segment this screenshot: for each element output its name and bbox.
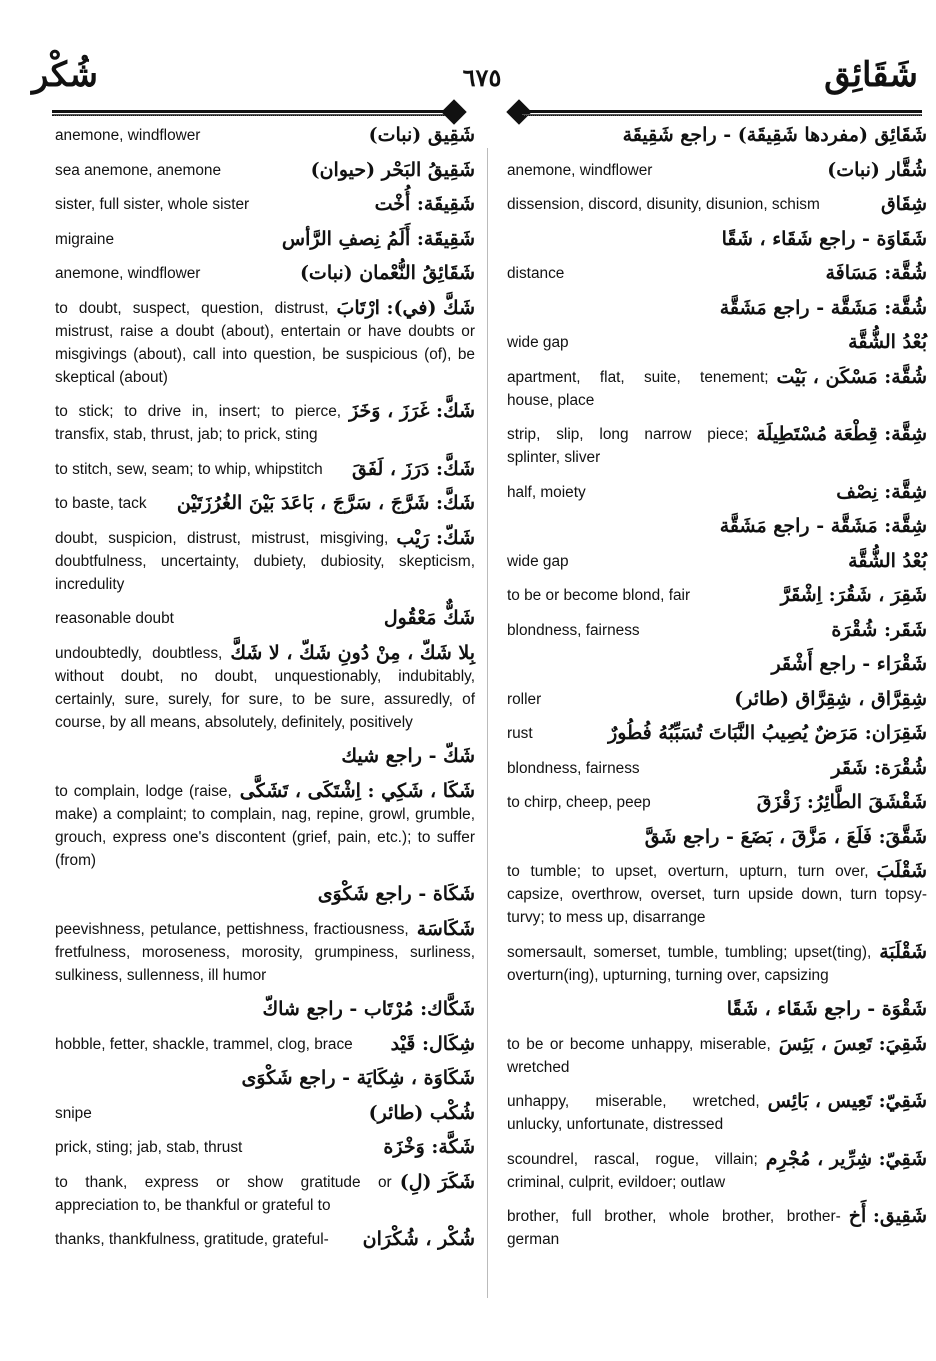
dictionary-entry <box>55 193 475 216</box>
arabic-headword: شَقَر: شُقْرَة <box>831 618 927 641</box>
left-column <box>55 124 475 1263</box>
dictionary-entry <box>507 366 927 412</box>
arabic-headword: شَكَاسَة <box>416 917 475 940</box>
dictionary-entry <box>55 1228 475 1251</box>
english-definition: strip, slip, long narrow piece; splinter, sliver <box>507 426 749 466</box>
dictionary-entry <box>507 1148 927 1194</box>
arabic-headword: شَقْلَبَة <box>879 940 927 963</box>
english-definition: unhappy, miserable, wretched, unlucky, unfortunate, distressed <box>507 1093 760 1133</box>
english-definition: to doubt, suspect, question, distrust, mistrust, raise a doubt (about), entertain or have doubts or misgivings (about), call into question, be suspicious (of), be skeptical (about) <box>55 299 475 386</box>
dictionary-entry <box>507 124 927 147</box>
english-definition: distance <box>507 265 565 282</box>
arabic-headword: شَقَائِقُ النُّعْمان (نبات) <box>299 262 475 284</box>
arabic-headword: شَقِيّ: تَعِيس ، بَائِس <box>767 1090 927 1112</box>
english-definition: half, moiety <box>507 483 586 501</box>
english-definition: to be or become unhappy, miserable, wretched <box>507 1035 771 1076</box>
english-definition: brother, full brother, whole brother, brother-german <box>507 1208 841 1248</box>
page-number: ٦٧٥ <box>462 63 502 92</box>
dictionary-entry <box>55 159 475 182</box>
arabic-headword: شَكَاوَة ، شِكَايَة - راجع شَكْوَى <box>241 1067 475 1089</box>
arabic-headword: شُقَّة: مَشَقَّة - راجع مَشَقَّة <box>719 296 927 319</box>
dictionary-entry <box>55 400 475 446</box>
dictionary-entry <box>55 297 475 389</box>
english-definition: to complain, lodge (raise, make) a complaint; to complain, nag, repine, growl, grumble, grouch, express one's discontent (grief, pain, etc.); to suffer (from) <box>55 782 475 869</box>
dictionary-entry <box>55 918 475 987</box>
dictionary-entry <box>55 492 475 515</box>
arabic-headword: شَقْوَة - راجع شَقَاء ، شَقًا <box>726 998 927 1020</box>
dictionary-entry <box>507 262 927 285</box>
arabic-headword: شَقِيقَة: أُخْت <box>374 193 475 215</box>
english-definition: to stick; to drive in, insert; to pierce, transfix, stab, thrust, jab; to prick, sting <box>55 403 342 443</box>
dictionary-entry <box>55 1033 475 1056</box>
english-definition: sea anemone, anemone <box>55 161 221 179</box>
english-definition: peevishness, petulance, pettishness, fractiousness, fretfulness, moroseness, morosity, grumpiness, surliness, sulkiness, sullenness, ill humor <box>55 920 475 984</box>
arabic-headword: شِقَّة: مَشَقَّة - راجع مَشَقَّة <box>719 515 927 537</box>
column-divider <box>487 148 488 1298</box>
dictionary-entry <box>507 653 927 676</box>
dictionary-entry <box>55 1102 475 1125</box>
dictionary-entry <box>507 826 927 849</box>
dictionary-entry <box>507 297 927 320</box>
header-word-right: شَقَائِق <box>824 55 918 95</box>
dictionary-entry <box>507 1205 927 1251</box>
dictionary-entry <box>507 941 927 987</box>
english-definition: dissension, discord, disunity, disunion, schism <box>507 196 820 213</box>
english-definition: anemone, windflower <box>507 161 653 179</box>
english-definition: anemone, windflower <box>55 127 201 144</box>
dictionary-entry <box>507 791 927 814</box>
dictionary-entry <box>55 527 475 596</box>
right-column <box>507 124 927 1263</box>
dictionary-entry <box>55 124 475 147</box>
english-definition: thanks, thankfulness, gratitude, grateful- <box>55 1231 329 1248</box>
arabic-headword: شُقَّة: مَسَافَة <box>825 262 927 284</box>
arabic-headword: شَكَّ: دَرَزَ ، لَفَقَ <box>352 457 475 480</box>
english-definition: to stitch, sew, seam; to whip, whipstitch <box>55 460 323 478</box>
header-word-left: شُكْر <box>32 55 99 95</box>
arabic-headword: شَقَّقَ: فَلَعَ ، مَزَّقَ ، بَضَعَ - راجع شَقَّ <box>644 825 927 848</box>
english-definition: scoundrel, rascal, rogue, villain; criminal, culprit, evildoer; outlaw <box>507 1150 758 1191</box>
dictionary-entry <box>55 458 475 481</box>
arabic-headword: شِقَّة: نِصْف <box>836 480 927 503</box>
arabic-headword: شَكّ: رَيْب <box>396 526 475 549</box>
english-definition: blondness, fairness <box>507 759 640 777</box>
english-definition: sister, full sister, whole sister <box>55 196 250 213</box>
arabic-headword: شِقَاق <box>880 193 927 215</box>
arabic-headword: شُكْر ، شُكْرَان <box>362 1228 475 1250</box>
arabic-headword: شَقْلَبَ <box>876 860 927 882</box>
dictionary-entry <box>507 722 927 745</box>
dictionary-entry <box>55 780 475 872</box>
english-definition: wide gap <box>507 552 569 570</box>
arabic-headword: شَكَّاك: مُرْتَاب - راجع شاكّ <box>262 998 475 1020</box>
english-definition: prick, sting; jab, stab, thrust <box>55 1139 243 1156</box>
arabic-headword: شَقْرَاء - راجع أَشْقَر <box>771 653 927 675</box>
dictionary-entry <box>507 757 927 780</box>
dictionary-entry <box>507 1090 927 1136</box>
english-definition: to tumble; to upset, overturn, upturn, turn over, capsize, overthrow, overset, turn upside down, turn topsy-turvy; to mess up, disarrange <box>507 863 927 926</box>
dictionary-entry <box>507 193 927 216</box>
dictionary-entry <box>55 998 475 1021</box>
arabic-headword: بِلا شَكّ ، مِنْ دُونِ شَكّ ، لا شَكَّ <box>230 641 475 664</box>
dictionary-entry <box>507 998 927 1021</box>
dictionary-entry <box>507 619 927 642</box>
dictionary-entry <box>55 1171 475 1217</box>
dictionary-entry <box>55 1136 475 1159</box>
english-definition: rust <box>507 725 533 742</box>
arabic-headword: شِقِرَّاق ، شِقِرَّاق (طائر) <box>734 687 927 710</box>
english-definition: reasonable doubt <box>55 610 174 627</box>
dictionary-entry <box>507 860 927 929</box>
header-rule-right <box>522 110 922 116</box>
english-definition: wide gap <box>507 334 569 351</box>
dictionary-entry <box>55 607 475 630</box>
arabic-headword: شَكَّ (في): ارْتَابَ <box>336 296 475 319</box>
dictionary-entry <box>507 423 927 469</box>
arabic-headword: شَكَّ: شَرَّجَ ، سَرَّجَ ، بَاعَدَ بَيْنَ الغُرُزَتَيْن <box>176 492 475 514</box>
arabic-headword: شَقِيقَة: أَلَمُ نِصفِ الرَّأس <box>281 227 475 250</box>
english-definition: undoubtedly, doubtless, without doubt, no doubt, unquestionably, indubitably, certainly, sure, surely, for sure, to be sure, assuredly, of course, by all means, absolutely, definitely, positively <box>55 644 475 731</box>
arabic-headword: شَكَّة: وَخْزَة <box>383 1136 475 1158</box>
english-definition: anemone, windflower <box>55 265 201 282</box>
arabic-headword: شَكَّ: غَرَزَ ، وَخَزَ <box>349 400 475 422</box>
english-definition: migraine <box>55 230 115 248</box>
dictionary-entry <box>507 331 927 354</box>
arabic-headword: شُقْرَة: شَقَر <box>831 756 927 779</box>
dictionary-entry <box>507 228 927 251</box>
english-definition: to chirp, cheep, peep <box>507 794 651 811</box>
header-diamond-left <box>441 99 466 124</box>
english-definition: apartment, flat, suite, tenement; house, place <box>507 368 769 409</box>
english-definition: roller <box>507 690 542 708</box>
english-definition: to baste, tack <box>55 495 147 512</box>
english-definition: somersault, somerset, tumble, tumbling; upset(ting), overturn(ing), upturning, turning over, capsizing <box>507 943 872 984</box>
english-definition: doubt, suspicion, distrust, mistrust, misgiving, doubtfulness, uncertainty, dubiety, dubiosity, skepticism, incredulity <box>55 529 475 593</box>
english-definition: to thank, express or show gratitude or appreciation to, be thankful or grateful to <box>55 1173 392 1214</box>
arabic-headword: شُقَّار (نبات) <box>827 158 927 181</box>
english-definition: blondness, fairness <box>507 621 640 639</box>
arabic-headword: شَقَاوَة - راجع شَقَاء ، شَقًا <box>721 227 927 250</box>
dictionary-entry <box>55 642 475 734</box>
dictionary-entry <box>507 584 927 607</box>
dictionary-entry <box>55 745 475 768</box>
arabic-headword: شِكَال: قَيْد <box>390 1032 475 1055</box>
arabic-headword: بُعْدُ الشُّقَّة <box>848 331 927 353</box>
arabic-headword: شَقِيقُ البَحْر (حيوان) <box>310 158 475 181</box>
arabic-headword: شَقِيق: أَخ <box>848 1205 927 1227</box>
dictionary-entry <box>507 159 927 182</box>
dictionary-entry <box>507 688 927 711</box>
dictionary-entry <box>55 1067 475 1090</box>
arabic-headword: شَقِيق (نبات) <box>368 124 475 146</box>
dictionary-entry <box>507 515 927 538</box>
english-definition: to be or become blond, fair <box>507 587 691 604</box>
arabic-headword: شَقِرَ ، شَقُرَ: اِشْقَرَّ <box>780 584 927 606</box>
header-rule-left <box>52 110 452 116</box>
dictionary-entry <box>507 1033 927 1079</box>
arabic-headword: شَكَاة - راجع شَكْوَى <box>317 883 475 905</box>
arabic-headword: شَقْشَقَ الطَّائِرُ: زَقْزَقَ <box>756 791 927 813</box>
arabic-headword: شُقَّة: مَسْكَن ، بَيْت <box>776 365 927 388</box>
arabic-headword: شَكٌّ مَعْقُول <box>383 607 475 629</box>
arabic-headword: شَقِيّ: شِرِّير ، مُجْرِم <box>765 1147 927 1170</box>
english-definition: snipe <box>55 1104 92 1122</box>
arabic-headword: شِقَّة: قِطْعَة مُسْتَطِيلَة <box>756 423 927 445</box>
arabic-headword: شُكْب (طائر) <box>368 1101 475 1124</box>
arabic-headword: بُعْدُ الشُّقَّة <box>848 549 927 572</box>
arabic-headword: شَكَرَ (لِ) <box>399 1170 475 1193</box>
arabic-headword: شَقَائِق (مفردها شَقِيقَة) - راجع شَقِيقَة <box>622 124 927 146</box>
dictionary-entry <box>55 228 475 251</box>
arabic-headword: شَقِرَان: مَرَضٌ يُصِيبُ النَّبَاتَ تُسَبِّبُهُ فُطُورٌ <box>608 722 927 744</box>
dictionary-entry <box>55 883 475 906</box>
arabic-headword: شَقِيَ: تَعِسَ ، بَئِسَ <box>778 1032 927 1055</box>
arabic-headword: شَكّ - راجع شيك <box>341 745 475 767</box>
dictionary-entry <box>55 262 475 285</box>
dictionary-entry <box>507 550 927 573</box>
english-definition: hobble, fetter, shackle, trammel, clog, brace <box>55 1035 353 1053</box>
arabic-headword: شَكَا ، شَكِي : اِشْتَكَى ، تَشَكَّى <box>239 779 475 802</box>
dictionary-entry <box>507 481 927 504</box>
